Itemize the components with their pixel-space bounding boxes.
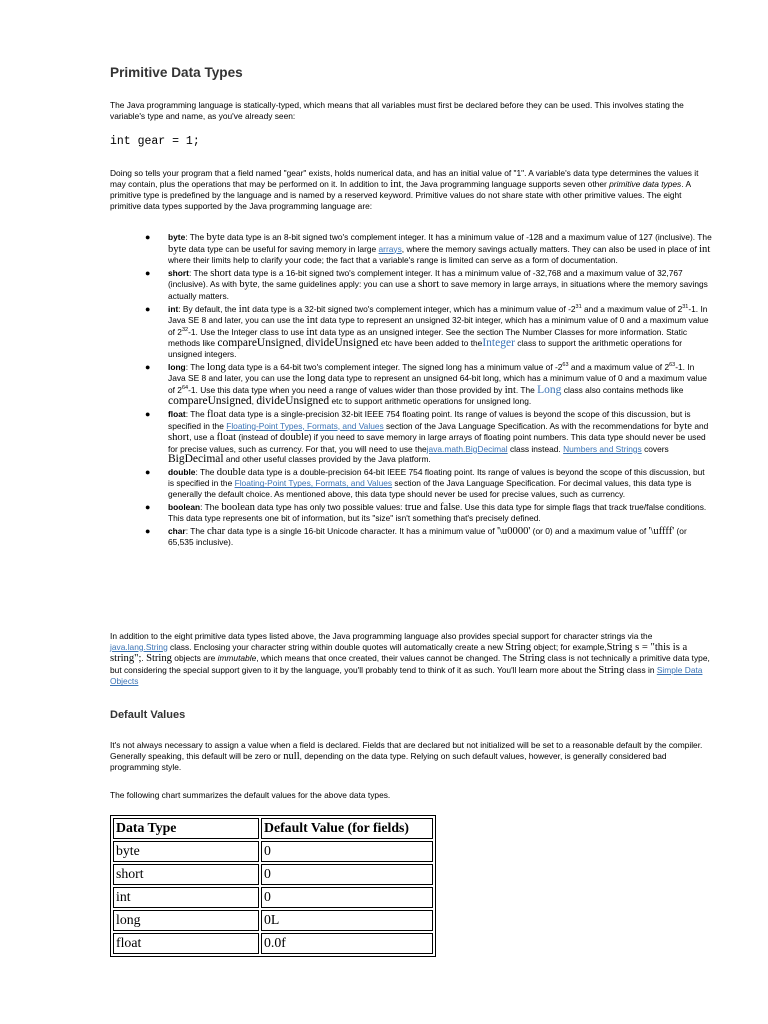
list-item-int: ● int: By default, the int data type is a 32-bit signed two's complement integer, which has a minimum value of $-2^{31}$ and a maximum value of $2^{31}-1$. In Java SE 8 and later, you can use the int data type to represent an unsigned 32-bit integer, which has a minimum value of 0 and a maximum value of $2^{32}-1$. Use the Integer class to use int data type as an unsigned integer. See the section The Number Classes for more information. Static methods like compareUnsigned, divideUnsigned etc have been added to theInteger class to support the arithmetic operations for unsigned integers. — [145, 303, 709, 359]
column-header-data-type: Data Type — [113, 818, 259, 839]
bullet-icon: ● — [145, 466, 151, 477]
cell-type: float — [113, 933, 259, 954]
table-row — [113, 933, 433, 954]
cell-type: long — [113, 910, 259, 931]
table-row — [113, 864, 433, 885]
list-item-double: ● double: The double data type is a double-precision 64-bit IEEE 754 floating point. Its range of values is beyond the scope of this discussion, but is specified in the Floating-Point Types, Formats, and Values section of the Java Language Specification. For decimal values, this data type is generally the default choice. As mentioned above, this data type should never be used for precise values, such as currency. — [145, 466, 705, 500]
section-heading-default-values: Default Values — [110, 709, 186, 721]
cell-default: 0 — [261, 887, 433, 908]
bullet-icon: ● — [145, 232, 151, 242]
chart-intro-paragraph: The following chart summarizes the default values for the above data types. — [110, 790, 391, 800]
default-values-table — [110, 815, 436, 957]
cell-type: short — [113, 864, 259, 885]
numbers-and-strings-link[interactable]: Numbers and Strings — [563, 443, 642, 454]
cell-default: 0L — [261, 910, 433, 931]
default-values-paragraph: It's not always necessary to assign a value when a field is declared. Fields that are declared but not initialized will be set to a reasonable default by the compiler. Generally speaking, this default will be zero or null, depending on the data type. Relying on such default values, however, is generally considered bad programming style. — [110, 740, 703, 773]
bullet-icon: ● — [145, 408, 151, 419]
list-item-byte: ● byte: The byte data type is an 8-bit signed two's complement integer. It has a minimum value of -128 and a maximum value of 127 (inclusive). The byte data type can be useful for saving memory in large arrays, where the memory savings actually matters. They can also be used in place of int where their limits help to clarify your code; the fact that a variable's range is limited can serve as a form of documentation. — [145, 232, 712, 266]
java-lang-string-link[interactable]: java.lang.String — [110, 641, 168, 652]
table-row — [113, 841, 433, 862]
bullet-icon: ● — [145, 267, 151, 278]
floating-point-link-2[interactable]: Floating-Point Types, Formats, and Values — [234, 478, 393, 489]
list-item-float: ● float: The float data type is a single-precision 32-bit IEEE 754 floating point. Its range of values is beyond the scope of this discussion, but is specified in the Floating-Point Types, Formats, and Values section of the Java Language Specification. As with the recommendations for byte and short, use a float (instead of double) if you need to save memory in large arrays of floating point numbers. This data type should never be used for precise values, such as currency. For that, you will need to use thejava.math.BigDecimal class instead. Numbers and Strings covers BigDecimal and other useful classes provided by the Java platform. — [145, 408, 709, 466]
strings-paragraph: In addition to the eight primitive data types listed above, the Java programming language also provides special support for character strings via the java.lang.String class. Enclosing your character string within double quotes will automatically create a new String object; for example,String s = "this is a string";. String objects are immutable, which means that once created, their values cannot be changed. The String class is not technically a primitive data type, but considering the special support given to it by the language, you'll probably tend to think of it as such. You'll learn more about the String class in Simple Data Objects — [110, 631, 710, 687]
page-title: Primitive Data Types — [110, 65, 243, 80]
cell-type: byte — [113, 841, 259, 862]
cell-default: 0 — [261, 864, 433, 885]
list-item-boolean: ● boolean: The boolean data type has only two possible values: true and false. Use this data type for simple flags that track true/false conditions. This data type represents one bit of information, but its "size" isn't something that's precisely defined. — [145, 501, 707, 524]
simple-data-objects-link[interactable]: Simple Data Objects — [110, 664, 703, 687]
cell-default: 0 — [261, 841, 433, 862]
table-row — [113, 910, 433, 931]
code-sample: int gear = 1; — [110, 135, 200, 148]
intro-paragraph: The Java programming language is statically-typed, which means that all variables must first be declared before they can be used. This involves stating the variable's type and name, as you've already seen: — [110, 100, 684, 121]
table-header-row — [113, 818, 433, 839]
cell-type: int — [113, 887, 259, 908]
primitive-types-list — [140, 232, 712, 550]
floating-point-link[interactable]: Floating-Point Types, Formats, and Values — [226, 420, 384, 431]
bullet-icon: ● — [145, 501, 151, 512]
column-header-default-value: Default Value (for fields) — [261, 818, 433, 839]
bigdecimal-link[interactable]: java.math.BigDecimal — [426, 443, 508, 454]
bullet-icon: ● — [145, 525, 151, 536]
table-row — [113, 887, 433, 908]
list-item-short: ● short: The short data type is a 16-bit signed two's complement integer. It has a minimum value of -32,768 and a maximum value of 32,767 (inclusive). As with byte, the same guidelines apply: you can use a short to save memory in large arrays, in situations where the memory savings actually matters. — [145, 267, 708, 301]
list-item-long: ● long: The long data type is a 64-bit two's complement integer. The signed long has a minimum value of $-2^{63}$ and a maximum value of $2^{63}-1$. In Java SE 8 and later, you can use the long data type to represent an unsigned 64-bit long, which has a minimum value of 0 and a maximum value of $2^{64}-1$. Use this data type when you need a range of values wider than those provided by int. The Long class also contains methods like compareUnsigned, divideUnsigned etc to support arithmetic operations for unsigned long. — [145, 361, 707, 408]
bullet-icon: ● — [145, 303, 151, 314]
cell-default: 0.0f — [261, 933, 433, 954]
arrays-link[interactable]: arrays — [378, 243, 402, 254]
list-item-char: ● char: The char data type is a single 16-bit Unicode character. It has a minimum value of '\u0000' (or 0) and a maximum value of '\uffff' (or 65,535 inclusive). — [145, 525, 687, 548]
bullet-icon: ● — [145, 361, 151, 372]
types-intro-paragraph: Doing so tells your program that a field named "gear" exists, holds numerical data, and has an initial value of "1". A variable's data type determines the values it may contain, plus the operations that may be performed on it. In addition to int, the Java programming language supports seven other primitive data types. A primitive type is predefined by the language and is named by a reserved keyword. Primitive values do not share state with other primitive values. The eight primitive data types supported by the Java programming language are: — [110, 168, 699, 211]
